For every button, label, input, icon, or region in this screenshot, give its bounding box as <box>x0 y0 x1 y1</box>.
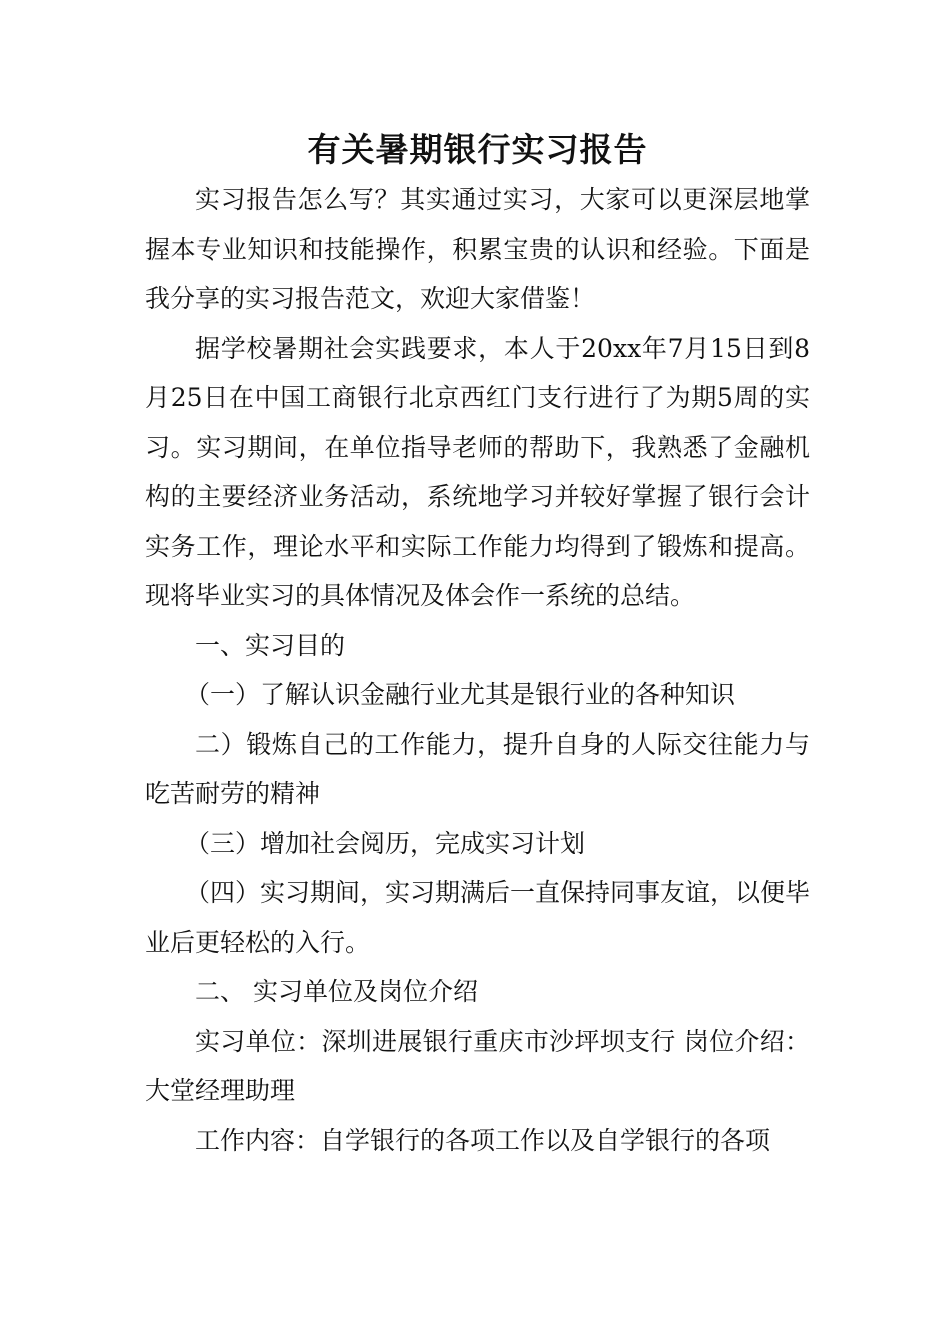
work-content-paragraph: 工作内容：自学银行的各项工作以及自学银行的各项 <box>195 1125 771 1155</box>
purpose-item-1: （一）了解认识金融行业尤其是银行业的各种知识 <box>185 680 736 709</box>
section-heading-purpose: 一、实习目的 <box>195 630 346 660</box>
purpose-item-3: （三）增加社会阅历，完成实习计划 <box>185 828 586 858</box>
background-paragraph: 据学校暑期社会实践要求，本人于20xx年7月15日到8月25日在中国工商银行北京西红门支行进行了为期5周的实习。实习期间，在单位指导老师的帮助下，我熟悉了金融机构的主要经济业务活动，系统地学习并较好掌握了银行会计实务工作，理论水平和实际工作能力均得到了锻炼和提高。现将毕业实习的具体情况及体会作一系统的总结。 <box>145 333 810 610</box>
document-title: 有关暑期银行实习报告 <box>307 130 648 169</box>
unit-paragraph: 实习单位：深圳进展银行重庆市沙坪坝支行 岗位介绍：大堂经理助理 <box>145 1026 810 1105</box>
document-page <box>145 125 810 1165</box>
intro-paragraph: 实习报告怎么写？其实通过实习，大家可以更深层地掌握本专业知识和技能操作，积累宝贵的认识和经验。下面是我分享的实习报告范文，欢迎大家借鉴！ <box>145 185 810 313</box>
section-heading-unit: 二、 实习单位及岗位介绍 <box>195 977 478 1006</box>
purpose-item-2: 二）锻炼自己的工作能力，提升自身的人际交往能力与吃苦耐劳的精神 <box>145 729 810 808</box>
purpose-item-4: （四）实习期间，实习期满后一直保持同事友谊，以便毕业后更轻松的入行。 <box>145 878 811 957</box>
